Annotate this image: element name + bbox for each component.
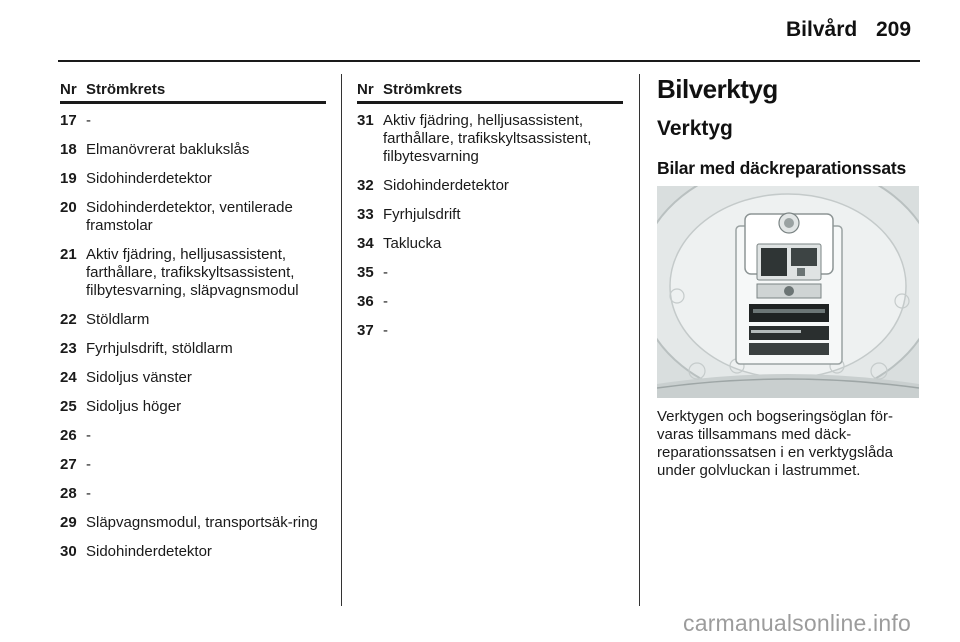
fuse-number: 27 — [60, 456, 77, 473]
circuit-description: Fyrhjulsdrift — [383, 206, 461, 223]
fuse-number: 23 — [60, 340, 77, 357]
circuit-description: - — [383, 322, 388, 339]
table-row — [60, 246, 326, 300]
fuse-number: 25 — [60, 398, 77, 415]
heading-tools: Verktyg — [657, 117, 733, 140]
table-row — [357, 112, 623, 166]
table-row — [357, 264, 623, 282]
column-header-nr: Nr — [357, 81, 374, 98]
table-header — [60, 81, 326, 104]
circuit-description: Sidohinderdetektor — [86, 170, 212, 187]
fuse-number: 29 — [60, 514, 77, 531]
header-rule — [58, 60, 920, 62]
circuit-description: - — [86, 427, 91, 444]
fuse-number: 35 — [357, 264, 374, 281]
circuit-description: Sidoljus vänster — [86, 369, 192, 386]
fuse-number: 28 — [60, 485, 77, 502]
circuit-description: - — [86, 485, 91, 502]
circuit-description: Aktiv fjädring, helljusassistent, farthållare, trafikskyltsassistent, filbytesvarning, släpvagnsmodul — [86, 246, 299, 299]
circuit-description: Taklucka — [383, 235, 442, 252]
column-divider-right — [639, 74, 640, 606]
circuit-description: Släpvagnsmodul, transportsäk-ring — [86, 514, 318, 531]
fuse-number: 26 — [60, 427, 77, 444]
fuse-number: 33 — [357, 206, 374, 223]
table-row — [357, 322, 623, 340]
table-body — [357, 112, 623, 340]
table-row — [60, 485, 326, 503]
circuit-description: Sidohinderdetektor — [383, 177, 509, 194]
circuit-description: Sidoljus höger — [86, 398, 182, 415]
table-row — [357, 235, 623, 253]
fuse-number: 24 — [60, 369, 77, 386]
table-header — [357, 81, 623, 104]
table-row — [60, 427, 326, 445]
table-row — [357, 206, 623, 224]
fuse-number: 21 — [60, 246, 77, 263]
fuse-number: 19 — [60, 170, 77, 187]
toolbox-drawing — [657, 186, 919, 398]
fuse-number: 31 — [357, 112, 374, 129]
fuse-number: 36 — [357, 293, 374, 310]
table-row — [60, 340, 326, 358]
table-row — [357, 177, 623, 195]
circuit-description: Sidohinderdetektor, ventilerade framstolar — [86, 199, 293, 234]
column-divider-left — [341, 74, 342, 606]
circuit-description: - — [383, 264, 388, 281]
table-row — [60, 199, 326, 235]
table-row — [357, 293, 623, 311]
table-row — [60, 398, 326, 416]
fuse-table-left — [60, 81, 326, 561]
circuit-description: Sidohinderdetektor — [86, 543, 212, 560]
table-row — [60, 543, 326, 561]
circuit-description: Elmanövrerat baklukslås — [86, 141, 250, 158]
table-row — [60, 170, 326, 188]
fuse-table-mid — [357, 81, 623, 340]
heading-tyre-repair-kit: Bilar med däckreparationssats — [657, 158, 907, 178]
toolbox-illustration — [657, 186, 919, 398]
fuse-number: 18 — [60, 141, 77, 158]
table-body — [60, 112, 326, 561]
circuit-description: Fyrhjulsdrift, stöldlarm — [86, 340, 233, 357]
page-number: 209 — [876, 18, 912, 41]
column-header-circuit: Strömkrets — [383, 81, 463, 98]
fuse-number: 32 — [357, 177, 374, 194]
fuse-number: 22 — [60, 311, 77, 328]
table-row — [60, 456, 326, 474]
circuit-description: Stöldlarm — [86, 311, 150, 328]
table-row — [60, 112, 326, 130]
heading-vehicle-tools: Bilverktyg — [657, 74, 778, 104]
table-row — [60, 514, 326, 532]
fuse-number: 20 — [60, 199, 77, 216]
circuit-description: - — [86, 456, 91, 473]
table-row — [60, 369, 326, 387]
table-row — [60, 311, 326, 329]
watermark: carmanualsonline.info — [683, 610, 911, 636]
table-row — [60, 141, 326, 159]
fuse-number: 37 — [357, 322, 374, 339]
column-header-circuit: Strömkrets — [86, 81, 166, 98]
circuit-description: - — [383, 293, 388, 310]
circuit-description: Aktiv fjädring, helljusassistent, farthållare, trafikskyltsassistent, filbytesvarning — [383, 112, 592, 165]
section-title: Bilvård — [786, 18, 858, 41]
fuse-number: 17 — [60, 112, 77, 129]
column-header-nr: Nr — [60, 81, 77, 98]
fuse-number: 30 — [60, 543, 77, 560]
circuit-description: - — [86, 112, 91, 129]
figure-caption: Verktygen och bogseringsöglan för-varas tillsammans med däck-reparationssatsen i en verktygslåda under golvluckan i lastrummet. — [657, 408, 893, 479]
tools-section — [657, 74, 923, 179]
fuse-number: 34 — [357, 235, 374, 252]
